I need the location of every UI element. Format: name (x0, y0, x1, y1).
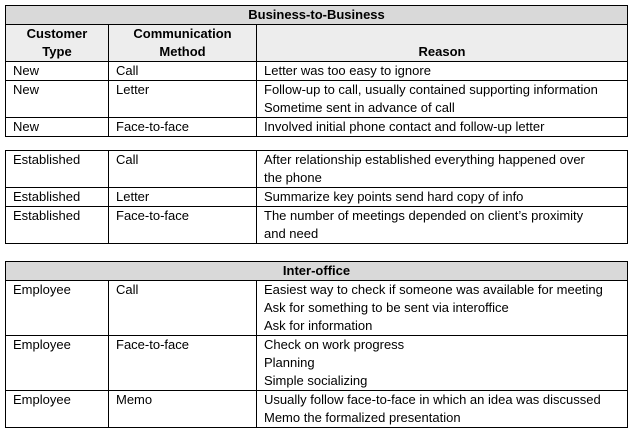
method-cell: Face-to-face (109, 118, 257, 137)
established-customer-rows (6, 151, 628, 244)
interoffice-title-row (6, 262, 628, 281)
customer-type-cell: New (6, 81, 109, 118)
customer-type-header (6, 25, 109, 62)
reason-cell (257, 81, 628, 118)
reason-line: Ask for information (264, 318, 373, 333)
customer-type-header-line1: Customer (26, 26, 88, 41)
reason-line: Sometime sent in advance of call (264, 100, 455, 115)
table-row (6, 281, 628, 336)
reason-line: Planning (264, 355, 315, 370)
method-cell: Letter (109, 81, 257, 118)
reason-line: After relationship established everything happened over (264, 152, 585, 167)
reason-line: Ask for something to be sent via interoffice (264, 300, 509, 315)
new-customer-rows (6, 62, 628, 137)
table-row (6, 391, 628, 428)
table-row (6, 81, 628, 118)
reason-line: the phone (264, 170, 322, 185)
reason-line: The number of meetings depended on client’s proximity (264, 208, 584, 223)
reason-cell (257, 188, 628, 207)
reason-line: Memo the formalized presentation (264, 410, 461, 425)
table-row (6, 336, 628, 391)
reason-cell (257, 281, 628, 336)
customer-type-cell: Employee (6, 281, 109, 336)
table-row (6, 207, 628, 244)
reason-line: Simple socializing (264, 373, 368, 388)
customer-type-cell: New (6, 62, 109, 81)
reason-line: Letter was too easy to ignore (264, 63, 431, 78)
interoffice-table (5, 261, 628, 428)
reason-line: Follow-up to call, usually contained supporting information (264, 82, 598, 97)
reason-line: Easiest way to check if someone was available for meeting (264, 282, 603, 297)
method-cell: Call (109, 151, 257, 188)
interoffice-title: Inter-office (6, 262, 628, 281)
reason-line: Summarize key points send hard copy of info (264, 189, 524, 204)
customer-type-cell: Established (6, 151, 109, 188)
interoffice-rows (6, 281, 628, 428)
reason-cell (257, 118, 628, 137)
method-cell: Call (109, 62, 257, 81)
b2b-title-row (6, 6, 628, 25)
customer-type-cell: Established (6, 207, 109, 244)
method-header (109, 25, 257, 62)
reason-line: Check on work progress (264, 337, 405, 352)
customer-type-cell: New (6, 118, 109, 137)
method-cell: Call (109, 281, 257, 336)
customer-type-cell: Employee (6, 336, 109, 391)
table-row (6, 118, 628, 137)
reason-cell (257, 336, 628, 391)
reason-line: Involved initial phone contact and follow-up letter (264, 119, 545, 134)
reason-cell (257, 207, 628, 244)
reason-cell (257, 391, 628, 428)
reason-line: and need (264, 226, 319, 241)
method-cell: Face-to-face (109, 336, 257, 391)
table-row (6, 188, 628, 207)
method-header-line2: Method (159, 44, 206, 59)
table-row (6, 62, 628, 81)
reason-line: Usually follow face-to-face in which an idea was discussed (264, 392, 601, 407)
reason-cell (257, 151, 628, 188)
column-header-row (6, 25, 628, 62)
customer-type-cell: Employee (6, 391, 109, 428)
method-header-line1: Communication (133, 26, 232, 41)
b2b-title: Business-to-Business (6, 6, 628, 25)
customer-type-header-line2: Type (42, 44, 72, 59)
reason-cell (257, 62, 628, 81)
method-cell: Letter (109, 188, 257, 207)
table-row (6, 151, 628, 188)
customer-type-cell: Established (6, 188, 109, 207)
method-cell: Face-to-face (109, 207, 257, 244)
reason-header: Reason (257, 25, 628, 62)
method-cell: Memo (109, 391, 257, 428)
established-table (5, 150, 628, 244)
b2b-table (5, 5, 628, 137)
